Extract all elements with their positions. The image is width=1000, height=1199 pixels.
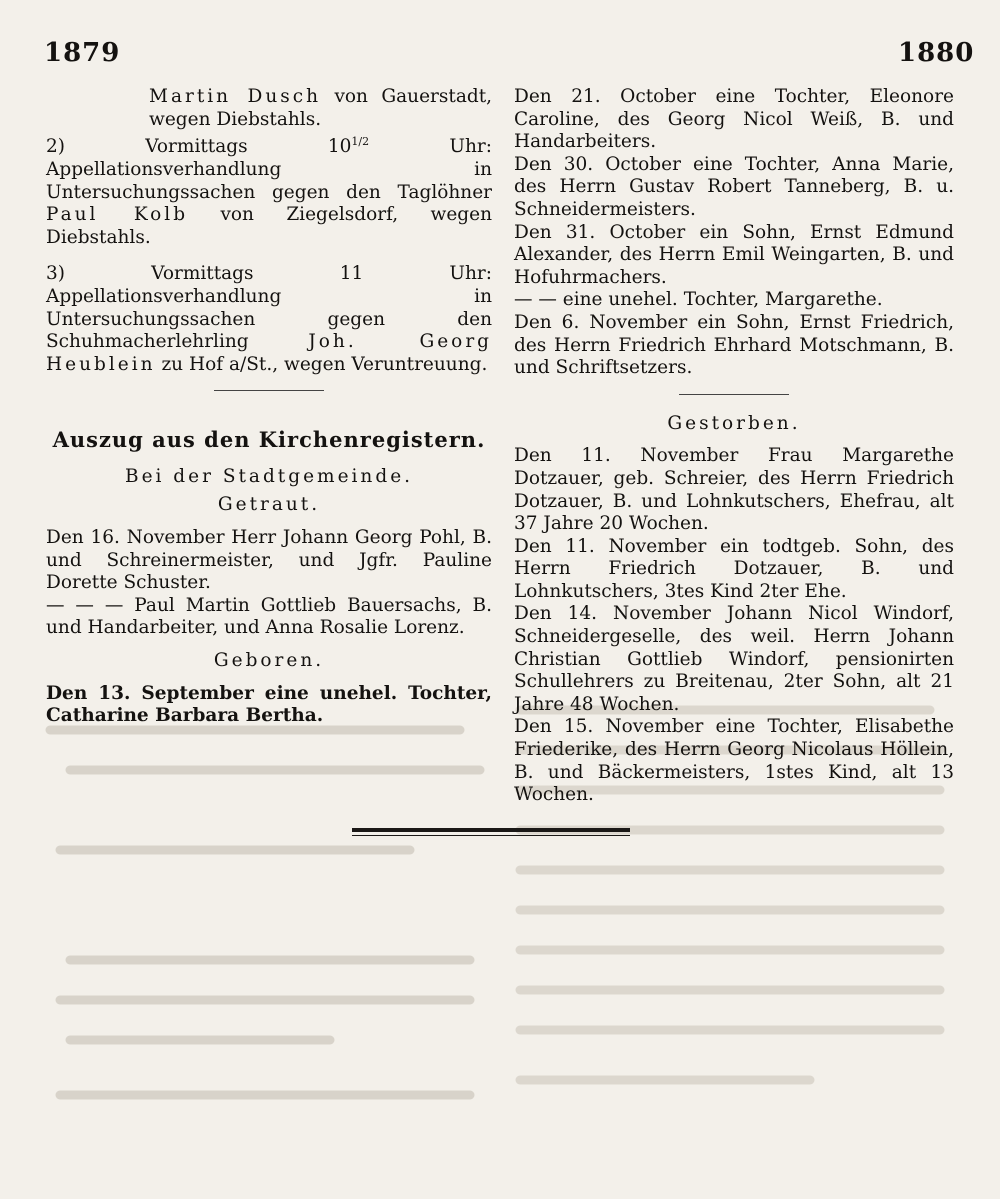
continuation-text: von Gauerstadt, wegen Diebstahls.	[149, 86, 493, 130]
section-heading: Auszug aus den Kirchenregistern.	[52, 427, 486, 453]
hearing-time-fraction: 1/2	[351, 135, 370, 149]
section-divider-thick	[352, 828, 630, 832]
register-entry: Den 15. November eine Tochter, Elisabethe Friederike, des Herrn Georg Nicolaus Höllein, B. und Bäckermeisters, 1stes Kind, alt 13 Wochen.	[514, 716, 954, 806]
bleed-through-texture	[30, 700, 500, 1120]
hearing-text: zu Hof a/St., wegen Veruntreuung.	[161, 353, 488, 375]
defendant-name: Joh. Georg Heublein	[46, 331, 492, 375]
register-entry: Den 16. November Herr Johann Georg Pohl, B. und Schreinermeister, und Jgfr. Pauline Dorette Schuster.	[46, 527, 492, 594]
register-entry: — — — Paul Martin Gottlieb Bauersachs, B. und Handarbeiter, und Anna Rosalie Lorenz.	[46, 594, 492, 639]
register-entry: Den 11. November ein todtgeb. Sohn, des Herrn Friedrich Dotzauer, B. und Lohnkutschers, 3tes Kind 2ter Ehe.	[514, 535, 954, 602]
hearing-text: 3) Vormittags 11 Uhr: Appellationsverhandlung in Untersuchungssachen gegen den Schuhmacherlehrling	[46, 263, 492, 353]
register-entry: Den 13. September eine unehel. Tochter, Catharine Barbara Bertha.	[46, 682, 492, 727]
register-entry: Den 31. October ein Sohn, Ernst Edmund Alexander, des Herrn Emil Weingarten, B. und Hofuhrmachers.	[514, 221, 954, 288]
left-column	[46, 86, 492, 728]
right-column	[514, 86, 954, 807]
register-entry: Den 11. November Frau Margarethe Dotzauer, geb. Schreier, des Herrn Friedrich Dotzauer, B. und Lohnkutschers, Ehefrau, alt 37 Jahre 20 Wochen.	[514, 445, 954, 535]
category-heading-gestorben: Gestorben.	[667, 412, 801, 434]
hearing-text: Uhr: Appellationsverhandlung in Untersuchungssachen gegen den Taglöhner	[46, 136, 492, 203]
bleed-through-lines	[30, 700, 500, 1120]
page-number-left: 1879	[44, 38, 121, 68]
register-entry: Den 30. October eine Tochter, Anna Marie, des Herrn Gustav Robert Tanneberg, B. u. Schneidermeisters.	[514, 153, 954, 220]
defendant-name: Paul Kolb	[46, 204, 189, 226]
hearing-item-3	[46, 263, 492, 376]
register-entry: Den 21. October eine Tochter, Eleonore Caroline, des Georg Nicol Weiß, B. und Handarbeiters.	[514, 86, 954, 153]
hearing-text: von Ziegelsdorf, wegen Diebstahls.	[46, 204, 492, 248]
register-entry: — — eine unehel. Tochter, Margarethe.	[514, 289, 883, 311]
register-entry: Den 6. November ein Sohn, Ernst Friedrich, des Herrn Friedrich Ehrhard Motschmann, B. und Schriftsetzers.	[514, 311, 954, 379]
continuation-entry	[46, 86, 492, 131]
separator-rule	[679, 394, 789, 395]
hearing-item-2	[46, 131, 492, 249]
hearing-time: 2) Vormittags 10	[46, 136, 352, 158]
page-number-right: 1880	[898, 38, 975, 68]
subsection-heading: Bei der Stadtgemeinde.	[124, 465, 414, 487]
separator-rule	[214, 390, 324, 391]
section-divider-thin	[352, 835, 630, 836]
defendant-name: Martin Dusch	[149, 86, 322, 107]
category-heading-geboren: Geboren.	[213, 650, 325, 672]
register-entry: Den 14. November Johann Nicol Windorf, Schneidergeselle, des weil. Herrn Johann Christian Gottlieb Windorf, pensionirten Schullehrers zu Breitenau, 2ter Sohn, alt 21 Jahre 48 Wochen.	[514, 603, 954, 715]
category-heading-getraut: Getraut.	[217, 494, 321, 516]
